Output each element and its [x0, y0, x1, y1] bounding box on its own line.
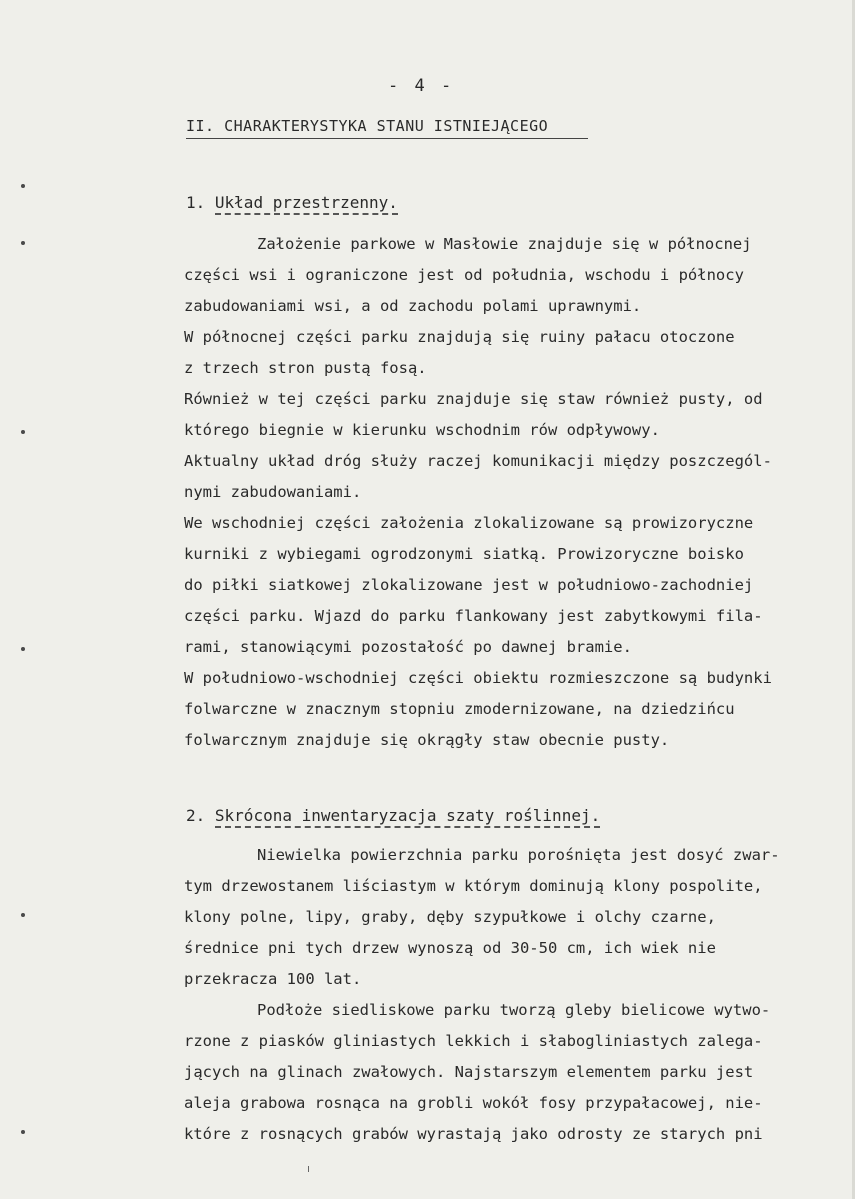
- text-line: tym drzewostanem liściastym w którym dominują klony pospolite,: [184, 877, 763, 895]
- section-2-title: Skrócona inwentaryzacja szaty roślinnej.: [215, 806, 600, 828]
- text-line: Podłoże siedliskowe parku tworzą gleby bielicowe wytwo-: [257, 1001, 771, 1019]
- margin-mark: [21, 241, 25, 245]
- section-2-paragraph-1: [184, 840, 834, 995]
- section-1-number: 1.: [186, 193, 206, 212]
- text-line: kurniki z wybiegami ogrodzonymi siatką. Prowizoryczne boisko: [184, 545, 744, 563]
- text-line: średnice pni tych drzew wynoszą od 30-50 cm, ich wiek nie: [184, 939, 716, 957]
- text-line: przekracza 100 lat.: [184, 970, 362, 988]
- section-2-heading: [186, 806, 600, 825]
- text-line: rami, stanowiącymi pozostałość po dawnej bramie.: [184, 638, 632, 656]
- text-line: do piłki siatkowej zlokalizowane jest w południowo-zachodniej: [184, 576, 754, 594]
- text-line: Aktualny układ dróg służy raczej komunikacji między poszczegól-: [184, 452, 772, 470]
- text-line: Również w tej części parku znajduje się staw również pusty, od: [184, 390, 763, 408]
- margin-mark: [21, 913, 25, 917]
- margin-mark: [21, 430, 25, 434]
- text-line: folwarczne w znacznym stopniu zmodernizowane, na dziedzińcu: [184, 700, 735, 718]
- text-line: którego biegnie w kierunku wschodnim rów odpływowy.: [184, 421, 660, 439]
- text-line: klony polne, lipy, graby, dęby szypułkowe i olchy czarne,: [184, 908, 716, 926]
- text-line: Niewielka powierzchnia parku porośnięta jest dosyć zwar-: [257, 846, 780, 864]
- text-line: Założenie parkowe w Masłowie znajduje się w północnej: [257, 235, 752, 253]
- text-line: zabudowaniami wsi, a od zachodu polami uprawnymi.: [184, 297, 642, 315]
- chapter-title: II. CHARAKTERYSTYKA STANU ISTNIEJĄCEGO: [186, 117, 549, 135]
- text-line: jących na glinach zwałowych. Najstarszym elementem parku jest: [184, 1063, 754, 1081]
- text-line: nymi zabudowaniami.: [184, 483, 362, 501]
- text-line: które z rosnących grabów wyrastają jako odrosty ze starych pni: [184, 1125, 763, 1143]
- section-2-number: 2.: [186, 806, 206, 825]
- text-line: części wsi i ograniczone jest od południa, wschodu i północy: [184, 266, 744, 284]
- text-line: We wschodniej części założenia zlokalizowane są prowizoryczne: [184, 514, 754, 532]
- text-line: aleja grabowa rosnąca na grobli wokół fosy przypałacowej, nie-: [184, 1094, 763, 1112]
- text-line: części parku. Wjazd do parku flankowany jest zabytkowymi fila-: [184, 607, 763, 625]
- section-1-paragraph: [184, 229, 834, 756]
- text-line: W południowo-wschodniej części obiektu rozmieszczone są budynki: [184, 669, 772, 687]
- section-1-title: Układ przestrzenny.: [215, 193, 398, 215]
- page-number: - 4 -: [388, 76, 455, 96]
- text-line: W północnej części parku znajdują się ruiny pałacu otoczone: [184, 328, 735, 346]
- text-line: z trzech stron pustą fosą.: [184, 359, 427, 377]
- text-line: rzone z piasków gliniastych lekkich i słabogliniastych zalega-: [184, 1032, 763, 1050]
- margin-mark: [21, 184, 25, 188]
- scan-artifact: [308, 1166, 309, 1172]
- margin-mark: [21, 1130, 25, 1134]
- section-2-paragraph-2: [184, 995, 834, 1150]
- section-1-heading: [186, 193, 398, 212]
- chapter-title-underline: [186, 138, 588, 139]
- text-line: folwarcznym znajduje się okrągły staw obecnie pusty.: [184, 731, 670, 749]
- margin-mark: [21, 647, 25, 651]
